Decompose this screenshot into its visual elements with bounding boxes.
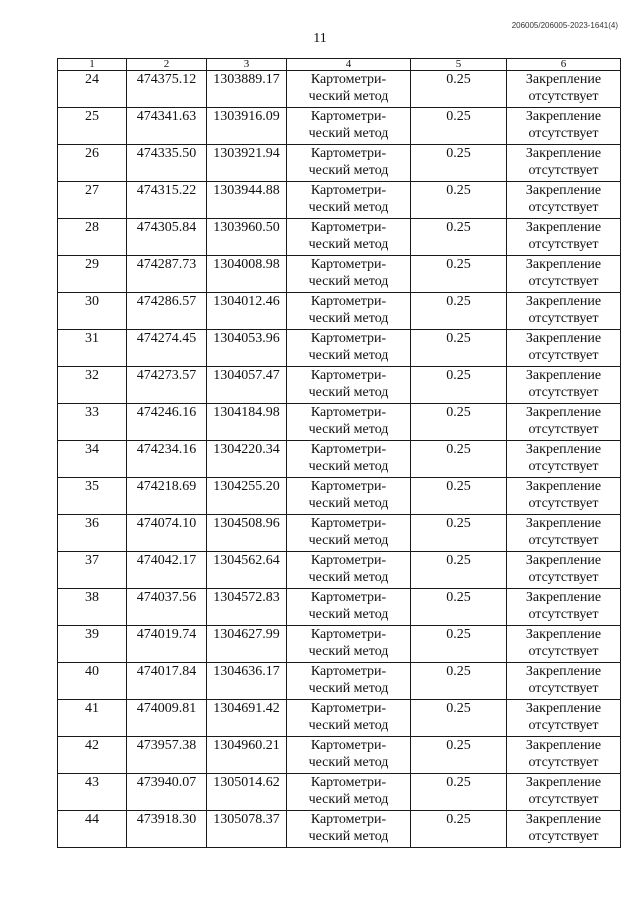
x-coordinate-cell: 474375.12 bbox=[127, 71, 207, 108]
fixation-cell bbox=[507, 515, 621, 552]
fixation-line: отсутствует bbox=[528, 348, 599, 363]
accuracy-cell: 0.25 bbox=[411, 256, 507, 293]
table-row bbox=[58, 108, 621, 145]
method-cell bbox=[287, 108, 411, 145]
column-header: 3 bbox=[207, 59, 287, 71]
accuracy-cell: 0.25 bbox=[411, 367, 507, 404]
method-line: ческий метод bbox=[308, 755, 389, 770]
accuracy-cell: 0.25 bbox=[411, 774, 507, 811]
fixation-line: отсутствует bbox=[528, 274, 599, 289]
fixation-cell bbox=[507, 293, 621, 330]
method-line: ческий метод bbox=[308, 607, 389, 622]
table-row bbox=[58, 330, 621, 367]
y-coordinate-cell: 1305014.62 bbox=[207, 774, 287, 811]
method-line: Картометри- bbox=[310, 220, 387, 235]
fixation-line: Закрепление bbox=[525, 146, 602, 161]
y-coordinate-cell: 1303889.17 bbox=[207, 71, 287, 108]
method-line: ческий метод bbox=[308, 89, 389, 104]
fixation-cell bbox=[507, 367, 621, 404]
table-row bbox=[58, 811, 621, 848]
fixation-line: Закрепление bbox=[525, 109, 602, 124]
fixation-line: отсутствует bbox=[528, 200, 599, 215]
y-coordinate-cell: 1304053.96 bbox=[207, 330, 287, 367]
accuracy-cell: 0.25 bbox=[411, 441, 507, 478]
fixation-line: Закрепление bbox=[525, 220, 602, 235]
fixation-cell bbox=[507, 71, 621, 108]
point-number-cell: 43 bbox=[58, 774, 127, 811]
point-number-cell: 35 bbox=[58, 478, 127, 515]
table-row bbox=[58, 256, 621, 293]
fixation-line: отсутствует bbox=[528, 755, 599, 770]
table-row bbox=[58, 441, 621, 478]
fixation-line: отсутствует bbox=[528, 163, 599, 178]
point-number-cell: 33 bbox=[58, 404, 127, 441]
method-line: ческий метод bbox=[308, 311, 389, 326]
table-row bbox=[58, 367, 621, 404]
method-cell bbox=[287, 367, 411, 404]
method-cell bbox=[287, 71, 411, 108]
column-header: 1 bbox=[58, 59, 127, 71]
x-coordinate-cell: 474286.57 bbox=[127, 293, 207, 330]
table-row bbox=[58, 700, 621, 737]
method-line: ческий метод bbox=[308, 533, 389, 548]
fixation-line: отсутствует bbox=[528, 496, 599, 511]
column-header: 2 bbox=[127, 59, 207, 71]
y-coordinate-cell: 1303916.09 bbox=[207, 108, 287, 145]
y-coordinate-cell: 1304012.46 bbox=[207, 293, 287, 330]
accuracy-cell: 0.25 bbox=[411, 737, 507, 774]
method-line: ческий метод bbox=[308, 274, 389, 289]
document-id: 206005/206005-2023-1641(4) bbox=[511, 21, 618, 30]
fixation-line: отсутствует bbox=[528, 829, 599, 844]
method-line: Картометри- bbox=[310, 701, 387, 716]
method-cell bbox=[287, 515, 411, 552]
fixation-line: отсутствует bbox=[528, 126, 599, 141]
fixation-cell bbox=[507, 182, 621, 219]
method-line: ческий метод bbox=[308, 829, 389, 844]
table-row bbox=[58, 774, 621, 811]
x-coordinate-cell: 474234.16 bbox=[127, 441, 207, 478]
x-coordinate-cell: 474017.84 bbox=[127, 663, 207, 700]
y-coordinate-cell: 1304572.83 bbox=[207, 589, 287, 626]
column-header: 4 bbox=[287, 59, 411, 71]
fixation-line: отсутствует bbox=[528, 422, 599, 437]
method-line: Картометри- bbox=[310, 257, 387, 272]
method-line: Картометри- bbox=[310, 775, 387, 790]
method-cell bbox=[287, 293, 411, 330]
method-line: ческий метод bbox=[308, 200, 389, 215]
table-row bbox=[58, 404, 621, 441]
point-number-cell: 32 bbox=[58, 367, 127, 404]
x-coordinate-cell: 474341.63 bbox=[127, 108, 207, 145]
table-row bbox=[58, 71, 621, 108]
method-line: ческий метод bbox=[308, 348, 389, 363]
table-row bbox=[58, 663, 621, 700]
fixation-line: Закрепление bbox=[525, 368, 602, 383]
method-cell bbox=[287, 478, 411, 515]
method-line: Картометри- bbox=[310, 331, 387, 346]
table-row bbox=[58, 478, 621, 515]
fixation-line: отсутствует bbox=[528, 237, 599, 252]
coordinates-table bbox=[57, 58, 621, 848]
method-cell bbox=[287, 552, 411, 589]
method-line: Картометри- bbox=[310, 553, 387, 568]
fixation-line: Закрепление bbox=[525, 183, 602, 198]
method-cell bbox=[287, 626, 411, 663]
fixation-line: отсутствует bbox=[528, 533, 599, 548]
fixation-cell bbox=[507, 404, 621, 441]
table-row bbox=[58, 626, 621, 663]
method-line: Картометри- bbox=[310, 812, 387, 827]
fixation-cell bbox=[507, 552, 621, 589]
point-number-cell: 39 bbox=[58, 626, 127, 663]
table-row bbox=[58, 552, 621, 589]
method-line: ческий метод bbox=[308, 570, 389, 585]
x-coordinate-cell: 474074.10 bbox=[127, 515, 207, 552]
fixation-cell bbox=[507, 663, 621, 700]
y-coordinate-cell: 1304184.98 bbox=[207, 404, 287, 441]
column-header: 6 bbox=[507, 59, 621, 71]
method-line: ческий метод bbox=[308, 718, 389, 733]
fixation-line: Закрепление bbox=[525, 812, 602, 827]
method-line: Картометри- bbox=[310, 516, 387, 531]
fixation-cell bbox=[507, 700, 621, 737]
method-line: Картометри- bbox=[310, 368, 387, 383]
method-line: Картометри- bbox=[310, 72, 387, 87]
fixation-line: Закрепление bbox=[525, 257, 602, 272]
fixation-line: Закрепление bbox=[525, 405, 602, 420]
fixation-cell bbox=[507, 811, 621, 848]
x-coordinate-cell: 474274.45 bbox=[127, 330, 207, 367]
fixation-line: Закрепление bbox=[525, 516, 602, 531]
y-coordinate-cell: 1304960.21 bbox=[207, 737, 287, 774]
x-coordinate-cell: 473918.30 bbox=[127, 811, 207, 848]
accuracy-cell: 0.25 bbox=[411, 663, 507, 700]
column-header: 5 bbox=[411, 59, 507, 71]
accuracy-cell: 0.25 bbox=[411, 404, 507, 441]
method-line: Картометри- bbox=[310, 146, 387, 161]
table-row bbox=[58, 589, 621, 626]
point-number-cell: 25 bbox=[58, 108, 127, 145]
method-cell bbox=[287, 663, 411, 700]
point-number-cell: 24 bbox=[58, 71, 127, 108]
fixation-cell bbox=[507, 441, 621, 478]
point-number-cell: 31 bbox=[58, 330, 127, 367]
fixation-line: Закрепление bbox=[525, 331, 602, 346]
method-cell bbox=[287, 774, 411, 811]
method-line: Картометри- bbox=[310, 738, 387, 753]
fixation-line: Закрепление bbox=[525, 775, 602, 790]
fixation-line: Закрепление bbox=[525, 294, 602, 309]
method-line: Картометри- bbox=[310, 627, 387, 642]
y-coordinate-cell: 1304562.64 bbox=[207, 552, 287, 589]
method-line: ческий метод bbox=[308, 644, 389, 659]
accuracy-cell: 0.25 bbox=[411, 182, 507, 219]
x-coordinate-cell: 474315.22 bbox=[127, 182, 207, 219]
method-cell bbox=[287, 811, 411, 848]
fixation-line: отсутствует bbox=[528, 792, 599, 807]
y-coordinate-cell: 1304508.96 bbox=[207, 515, 287, 552]
accuracy-cell: 0.25 bbox=[411, 515, 507, 552]
fixation-line: отсутствует bbox=[528, 89, 599, 104]
point-number-cell: 28 bbox=[58, 219, 127, 256]
table-row bbox=[58, 182, 621, 219]
point-number-cell: 36 bbox=[58, 515, 127, 552]
x-coordinate-cell: 474287.73 bbox=[127, 256, 207, 293]
x-coordinate-cell: 474218.69 bbox=[127, 478, 207, 515]
x-coordinate-cell: 474305.84 bbox=[127, 219, 207, 256]
point-number-cell: 27 bbox=[58, 182, 127, 219]
accuracy-cell: 0.25 bbox=[411, 552, 507, 589]
y-coordinate-cell: 1304255.20 bbox=[207, 478, 287, 515]
fixation-line: Закрепление bbox=[525, 664, 602, 679]
method-line: ческий метод bbox=[308, 792, 389, 807]
fixation-line: отсутствует bbox=[528, 718, 599, 733]
fixation-line: Закрепление bbox=[525, 738, 602, 753]
table-header-row bbox=[58, 59, 621, 71]
accuracy-cell: 0.25 bbox=[411, 293, 507, 330]
method-line: ческий метод bbox=[308, 496, 389, 511]
fixation-cell bbox=[507, 219, 621, 256]
accuracy-cell: 0.25 bbox=[411, 145, 507, 182]
fixation-line: отсутствует bbox=[528, 459, 599, 474]
method-cell bbox=[287, 145, 411, 182]
fixation-line: отсутствует bbox=[528, 681, 599, 696]
fixation-cell bbox=[507, 626, 621, 663]
accuracy-cell: 0.25 bbox=[411, 71, 507, 108]
table-row bbox=[58, 737, 621, 774]
method-line: Картометри- bbox=[310, 590, 387, 605]
x-coordinate-cell: 474037.56 bbox=[127, 589, 207, 626]
fixation-cell bbox=[507, 774, 621, 811]
method-line: Картометри- bbox=[310, 664, 387, 679]
fixation-line: отсутствует bbox=[528, 644, 599, 659]
fixation-cell bbox=[507, 145, 621, 182]
fixation-cell bbox=[507, 108, 621, 145]
x-coordinate-cell: 473957.38 bbox=[127, 737, 207, 774]
method-line: ческий метод bbox=[308, 422, 389, 437]
y-coordinate-cell: 1303921.94 bbox=[207, 145, 287, 182]
method-line: Картометри- bbox=[310, 405, 387, 420]
point-number-cell: 40 bbox=[58, 663, 127, 700]
method-cell bbox=[287, 404, 411, 441]
point-number-cell: 44 bbox=[58, 811, 127, 848]
method-line: ческий метод bbox=[308, 459, 389, 474]
x-coordinate-cell: 474246.16 bbox=[127, 404, 207, 441]
fixation-line: Закрепление bbox=[525, 479, 602, 494]
y-coordinate-cell: 1304691.42 bbox=[207, 700, 287, 737]
fixation-line: отсутствует bbox=[528, 385, 599, 400]
y-coordinate-cell: 1304627.99 bbox=[207, 626, 287, 663]
table-row bbox=[58, 293, 621, 330]
x-coordinate-cell: 474335.50 bbox=[127, 145, 207, 182]
method-line: Картометри- bbox=[310, 479, 387, 494]
fixation-cell bbox=[507, 737, 621, 774]
table-body bbox=[58, 59, 621, 848]
fixation-line: Закрепление bbox=[525, 590, 602, 605]
x-coordinate-cell: 474009.81 bbox=[127, 700, 207, 737]
fixation-cell bbox=[507, 330, 621, 367]
y-coordinate-cell: 1304057.47 bbox=[207, 367, 287, 404]
accuracy-cell: 0.25 bbox=[411, 626, 507, 663]
page-number: 11 bbox=[313, 31, 327, 46]
table-row bbox=[58, 219, 621, 256]
fixation-line: Закрепление bbox=[525, 553, 602, 568]
method-line: ческий метод bbox=[308, 237, 389, 252]
accuracy-cell: 0.25 bbox=[411, 330, 507, 367]
y-coordinate-cell: 1304636.17 bbox=[207, 663, 287, 700]
fixation-cell bbox=[507, 256, 621, 293]
table-row bbox=[58, 145, 621, 182]
method-cell bbox=[287, 700, 411, 737]
accuracy-cell: 0.25 bbox=[411, 811, 507, 848]
y-coordinate-cell: 1303960.50 bbox=[207, 219, 287, 256]
table-row bbox=[58, 515, 621, 552]
point-number-cell: 26 bbox=[58, 145, 127, 182]
fixation-line: Закрепление bbox=[525, 72, 602, 87]
point-number-cell: 42 bbox=[58, 737, 127, 774]
accuracy-cell: 0.25 bbox=[411, 478, 507, 515]
accuracy-cell: 0.25 bbox=[411, 219, 507, 256]
x-coordinate-cell: 473940.07 bbox=[127, 774, 207, 811]
accuracy-cell: 0.25 bbox=[411, 589, 507, 626]
x-coordinate-cell: 474273.57 bbox=[127, 367, 207, 404]
y-coordinate-cell: 1304008.98 bbox=[207, 256, 287, 293]
point-number-cell: 34 bbox=[58, 441, 127, 478]
method-line: ческий метод bbox=[308, 126, 389, 141]
method-cell bbox=[287, 330, 411, 367]
y-coordinate-cell: 1305078.37 bbox=[207, 811, 287, 848]
fixation-line: отсутствует bbox=[528, 607, 599, 622]
fixation-line: Закрепление bbox=[525, 701, 602, 716]
point-number-cell: 29 bbox=[58, 256, 127, 293]
method-cell bbox=[287, 737, 411, 774]
fixation-line: отсутствует bbox=[528, 311, 599, 326]
method-cell bbox=[287, 441, 411, 478]
accuracy-cell: 0.25 bbox=[411, 108, 507, 145]
x-coordinate-cell: 474019.74 bbox=[127, 626, 207, 663]
fixation-line: Закрепление bbox=[525, 442, 602, 457]
method-cell bbox=[287, 182, 411, 219]
method-line: Картометри- bbox=[310, 294, 387, 309]
method-cell bbox=[287, 589, 411, 626]
method-line: ческий метод bbox=[308, 163, 389, 178]
method-cell bbox=[287, 256, 411, 293]
method-line: ческий метод bbox=[308, 681, 389, 696]
fixation-line: Закрепление bbox=[525, 627, 602, 642]
x-coordinate-cell: 474042.17 bbox=[127, 552, 207, 589]
y-coordinate-cell: 1304220.34 bbox=[207, 441, 287, 478]
method-cell bbox=[287, 219, 411, 256]
fixation-cell bbox=[507, 478, 621, 515]
method-line: Картометри- bbox=[310, 442, 387, 457]
method-line: ческий метод bbox=[308, 385, 389, 400]
fixation-cell bbox=[507, 589, 621, 626]
point-number-cell: 38 bbox=[58, 589, 127, 626]
accuracy-cell: 0.25 bbox=[411, 700, 507, 737]
method-line: Картометри- bbox=[310, 183, 387, 198]
y-coordinate-cell: 1303944.88 bbox=[207, 182, 287, 219]
point-number-cell: 41 bbox=[58, 700, 127, 737]
point-number-cell: 37 bbox=[58, 552, 127, 589]
method-line: Картометри- bbox=[310, 109, 387, 124]
fixation-line: отсутствует bbox=[528, 570, 599, 585]
point-number-cell: 30 bbox=[58, 293, 127, 330]
